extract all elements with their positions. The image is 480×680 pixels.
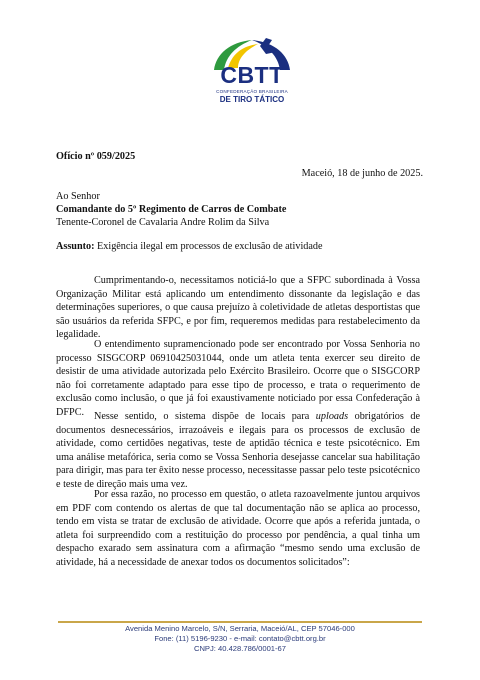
footer-divider <box>58 621 422 623</box>
paragraph-3 <box>56 410 420 492</box>
letter-number: Ofício nº 059/2025 <box>56 151 136 162</box>
paragraph-4: Por essa razão, no processo em questão, o atleta razoavelmente juntou arquivos em PDF com contendo os alertas de que tal documentação não se aplica ao processo, tendo em vista se tratar de exclusão de atividade. Ocorre que após a referida juntada, o atleta foi surpreendido com a restituição do processo por pendência, a qual tinha um despacho exarado sem assinatura com a afirmação “mesmo sendo uma exclusão de atividade, há a necessidade de anexar todos os documentos solicitados”: <box>56 489 420 568</box>
paragraph-1: Cumprimentando-o, necessitamos noticiá-lo que a SFPC subordinada à Vossa Organização Militar está aplicando um entendimento dissonante da legislação e das determinações superiores, o que causa prejuízo à coletividade de atletas desportistas que são usuários da referida SFPC, e por fim, requeremos medidas para restabelecimento da legalidade. <box>56 275 420 341</box>
footer-address: Avenida Menino Marcelo, S/N, Serraria, Maceió/AL, CEP 57046-000 <box>125 624 355 633</box>
logo-subtitle-2: DE TIRO TÁTICO <box>219 95 285 104</box>
recipient-name: Tenente-Coronel de Cavalaria Andre Rolim da Silva <box>56 217 270 228</box>
paragraph-2: O entendimento supramencionado pode ser encontrado por Vossa Senhoria no processo SISGCORP 06910425031044, onde um atleta tenta exercer seu direito de desistir de uma atividade autorizada pelo Exército Brasileiro. Ocorre que o SISGCORP não foi corretamente adaptado para esse tipo de processo, e trata o requerimento de exclusão como inclusão, o que já foi exaustivamente noticiado por essa Confederação à DFPC. <box>56 339 420 418</box>
footer-contact: Fone: (11) 5196-9230 - e-mail: contato@cbtt.org.br <box>154 634 326 643</box>
salutation: Ao Senhor <box>56 191 100 202</box>
recipient-title: Comandante do 5º Regimento de Carros de Combate <box>56 204 287 215</box>
letter-date: Maceió, 18 de junho de 2025. <box>301 168 423 179</box>
paragraph-3-start: Nesse sentido, o sistema dispõe de locais para <box>94 411 316 422</box>
subject-line <box>56 240 323 253</box>
paragraph-3-emphasis: uploads <box>315 411 349 422</box>
subject-text: Exigência ilegal em processos de exclusão de atividade <box>94 241 323 252</box>
cbtt-logo <box>206 32 298 106</box>
footer-cnpj: CNPJ: 40.428.786/0001-67 <box>193 644 287 653</box>
logo-subtitle: CONFEDERAÇÃO BRASILEIRA <box>216 89 288 94</box>
logo-name: CBTT <box>220 62 284 88</box>
subject-label: Assunto: <box>56 241 95 252</box>
paragraph-3-rest: obrigatórios de documentos desnecessários, irrazoáveis e ilegais para os processos de exclusão de atividade, como certidões negativas, teste de aptidão técnica e teste psicotécnico. Em uma análise metafórica, seria como se Vossa Senhoria desejasse cancelar sua habilitação para dirigir, mas para ter êxito nesse processo, necessitasse passar pelo teste psicotécnico e teste de direção mais uma vez. <box>56 411 420 490</box>
